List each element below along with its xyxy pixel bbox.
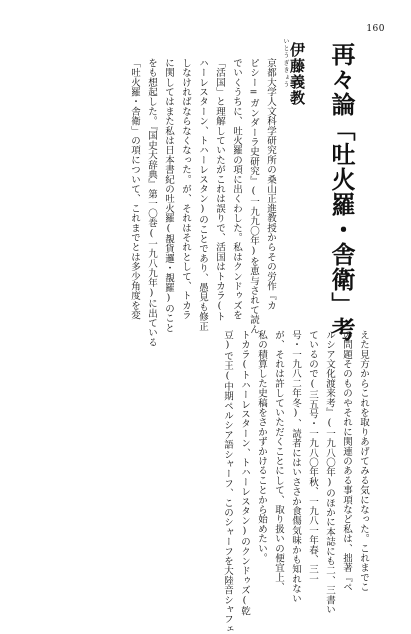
text-column: 豆)で王(中期ペルシア語シャーフ、このシャーフを大陸音シャフェ <box>222 330 233 634</box>
author-reading: いとうぎきょう <box>282 38 289 89</box>
text-column: トカラ(トハーレスターン、トハーレスタン)のクンドゥズ(乾 <box>239 330 250 616</box>
text-column: でいくうちに、吐火羅の項に出くわした。私はクンドゥズを <box>231 58 242 320</box>
text-column: をも想起した。『国史大辞典』第一〇巻(一九八九年)に出ている <box>146 58 157 348</box>
text-column: 「吐火羅・舎衛」の項について、これまでとは多少角度を変 <box>129 58 140 320</box>
text-column: 私の積算した史稿をさかずかけることから始めたい。 <box>256 330 267 563</box>
text-column: が、それは許していただくことにして、取り扱いの便宜上、 <box>273 330 284 592</box>
author-name: 伊藤義教 <box>288 42 306 106</box>
page-number: 160 <box>366 24 385 34</box>
text-column: しなければならなくなった。が、それはそれとして、トカラ <box>180 58 191 320</box>
article-title: 再々論「吐火羅・舎衛」考 <box>327 42 356 342</box>
text-column: ハーレスターン、トハーレスタン)のことであり、愚見も修正 <box>197 58 208 332</box>
text-column: に関してはまた私は日本書紀の吐火羅(覩貨邏・覩羅)のこと <box>163 58 174 333</box>
text-column: ているので(三五号・一九八〇年秋、一九八一年春、三一 <box>307 330 318 584</box>
text-column: えた見方からこれを取りあげてみる気になった。これまでこ <box>358 330 369 592</box>
text-column: ルシア文化渡来考』(一九八〇年)のほかに本誌にも二、三書い <box>324 330 335 615</box>
text-column: 「活国」と理解していたがこれは誤りで、活国はトカラ(ト <box>214 58 225 322</box>
text-column: ピシー=ガンダーラ史研究』(一九九〇年)を恵与されて読ん <box>248 58 259 335</box>
text-column: 号・一九八二年冬)、読者にはいささか食傷気味かも知れない <box>290 330 301 604</box>
text-column: 京都大学人文科学研究所の桑山正進教授からその労作『カ <box>265 58 276 311</box>
text-column: の問題そのものやそれに関連のある事項など私は、拙著『ペ <box>341 330 352 592</box>
